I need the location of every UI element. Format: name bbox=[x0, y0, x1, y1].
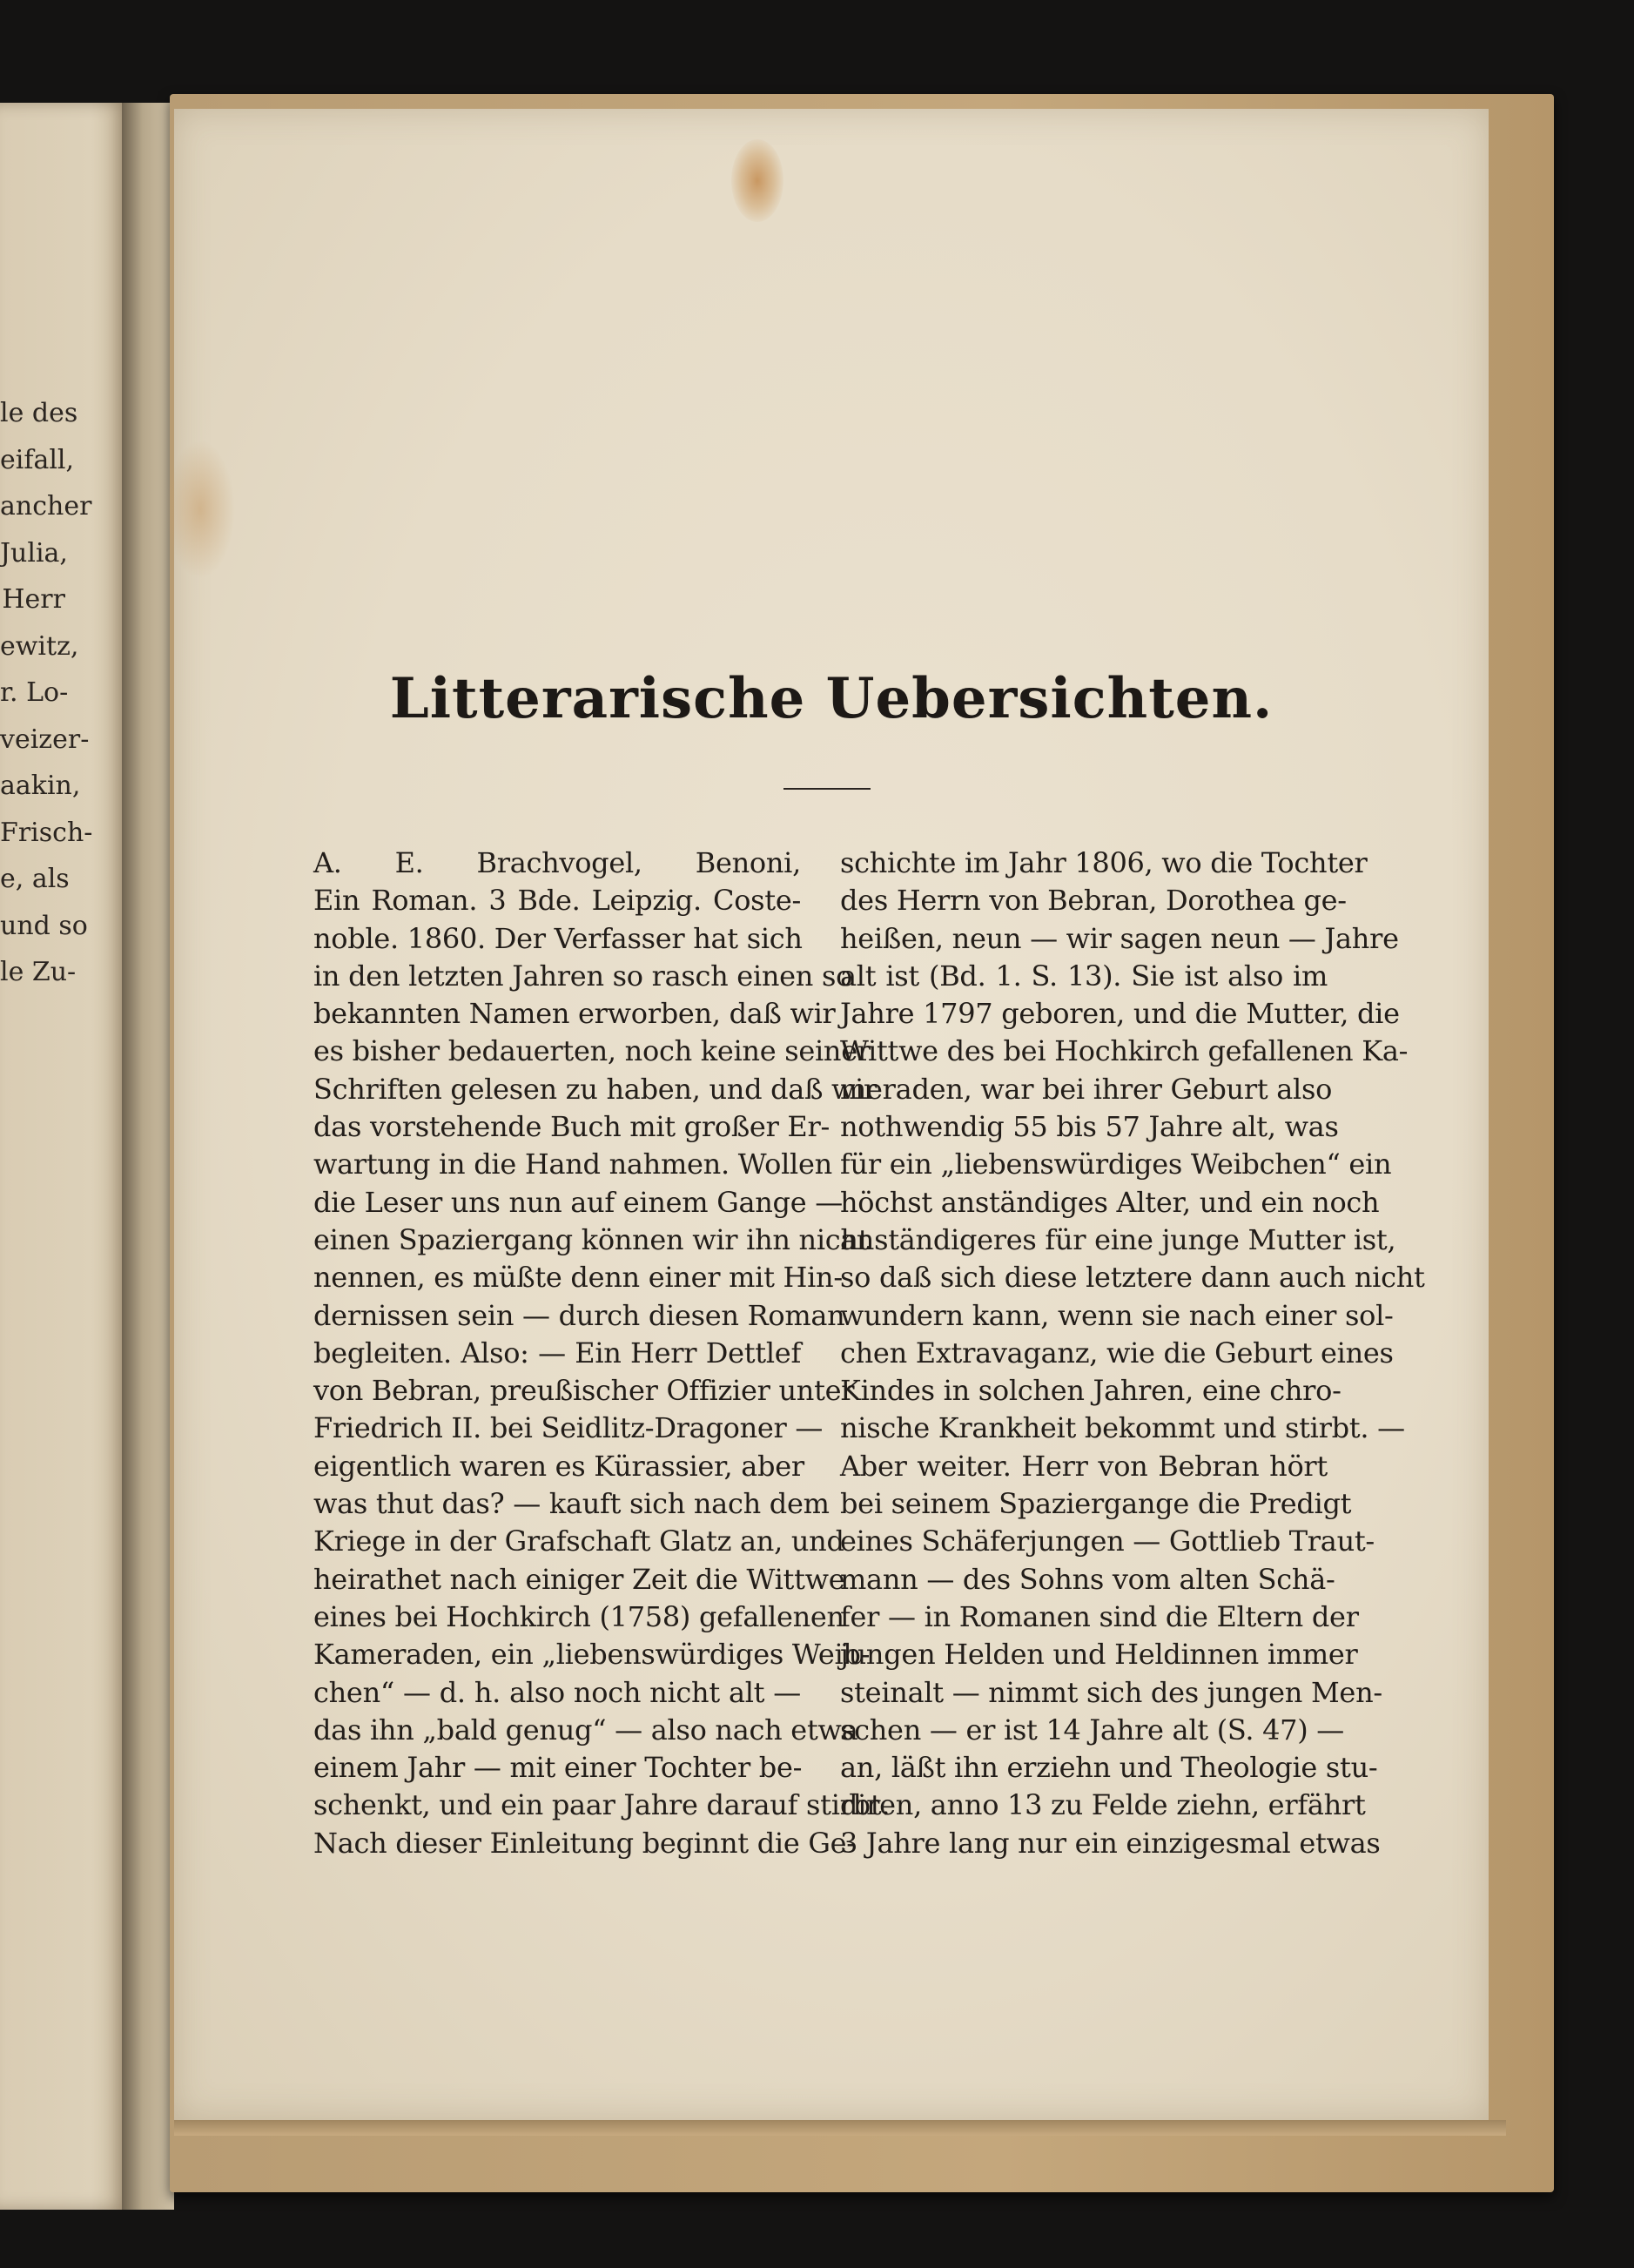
text-line: wartung in die Hand nahmen. Wollen bbox=[313, 1147, 832, 1181]
facing-page-line: und so bbox=[0, 910, 88, 941]
text-line: einen Spaziergang können wir ihn nicht bbox=[313, 1222, 870, 1256]
text-line: schenkt, und ein paar Jahre darauf stirbt. bbox=[313, 1788, 891, 1822]
text-line: Ein Roman. 3 Bde. Leipzig. Coste- bbox=[313, 884, 801, 918]
facing-page-left bbox=[0, 103, 131, 2210]
text-line: nothwendig 55 bis 57 Jahre alt, was bbox=[840, 1110, 1339, 1144]
text-line: 3 Jahre lang nur ein einzigesmal etwas bbox=[840, 1826, 1381, 1860]
text-line: das ihn „bald genug“ — also nach etwa bbox=[313, 1713, 858, 1746]
paper-stain bbox=[731, 139, 783, 222]
facing-page-line: le des bbox=[0, 398, 78, 428]
text-line: Nach dieser Einleitung beginnt die Ge- bbox=[313, 1826, 856, 1860]
facing-page-line: e, als bbox=[0, 864, 70, 894]
text-line: Kameraden, ein „liebenswürdiges Weib- bbox=[313, 1638, 871, 1672]
text-line: steinalt — nimmt sich des jungen Men- bbox=[840, 1675, 1382, 1709]
heading-divider bbox=[783, 788, 871, 790]
page-bottom-edge bbox=[174, 2120, 1506, 2136]
text-line: noble. 1860. Der Verfasser hat sich bbox=[313, 921, 803, 955]
text-line: diren, anno 13 zu Felde ziehn, erfährt bbox=[840, 1788, 1366, 1822]
facing-page-line: Frisch- bbox=[0, 817, 93, 848]
facing-page-line: eifall, bbox=[0, 444, 75, 475]
text-line: eines Schäferjungen — Gottlieb Traut- bbox=[840, 1524, 1375, 1558]
page-heading: Litterarische Uebersichten. bbox=[389, 666, 1274, 731]
text-line: chen Extravaganz, wie die Geburt eines bbox=[840, 1336, 1394, 1370]
text-line: meraden, war bei ihrer Geburt also bbox=[840, 1072, 1333, 1106]
text-line: dernissen sein — durch diesen Roman bbox=[313, 1298, 845, 1332]
document-page bbox=[174, 109, 1489, 2120]
text-line: Jahre 1797 geboren, und die Mutter, die bbox=[840, 997, 1400, 1031]
text-line: jungen Helden und Heldinnen immer bbox=[840, 1638, 1358, 1672]
text-line: Kindes in solchen Jahren, eine chro- bbox=[840, 1374, 1341, 1408]
text-column-left bbox=[313, 845, 891, 1862]
text-line: von Bebran, preußischer Offizier unter bbox=[313, 1374, 855, 1408]
text-line: die Leser uns nun auf einem Gange — bbox=[313, 1185, 843, 1219]
text-line: bekannten Namen erworben, daß wir bbox=[313, 997, 836, 1031]
text-line: nennen, es müßte denn einer mit Hin- bbox=[313, 1261, 843, 1295]
text-line: eines bei Hochkirch (1758) gefallenen bbox=[313, 1599, 844, 1633]
text-line: es bisher bedauerten, noch keine seiner bbox=[313, 1034, 871, 1068]
text-line: so daß sich diese letztere dann auch nicht bbox=[840, 1261, 1425, 1295]
text-line: chen“ — d. h. also noch nicht alt — bbox=[313, 1675, 801, 1709]
facing-page-line: ancher bbox=[0, 491, 92, 522]
text-column-right bbox=[840, 845, 1425, 1862]
text-line: alt ist (Bd. 1. S. 13). Sie ist also im bbox=[840, 959, 1328, 993]
text-line: einem Jahr — mit einer Tochter be- bbox=[313, 1751, 803, 1785]
text-line: Schriften gelesen zu haben, und daß wir bbox=[313, 1072, 878, 1106]
text-line: fer — in Romanen sind die Eltern der bbox=[840, 1599, 1359, 1633]
text-line: Friedrich II. bei Seidlitz-Dragoner — bbox=[313, 1411, 824, 1445]
text-line: Aber weiter. Herr von Bebran hört bbox=[840, 1449, 1328, 1483]
text-line: nische Krankheit bekommt und stirbt. — bbox=[840, 1411, 1405, 1445]
facing-page-line: Herr bbox=[2, 584, 65, 615]
facing-page-line: r. Lo- bbox=[0, 677, 69, 708]
text-line: A. E. Brachvogel, Benoni, bbox=[313, 846, 801, 879]
text-line: heißen, neun — wir sagen neun — Jahre bbox=[840, 921, 1399, 955]
text-line: des Herrn von Bebran, Dorothea ge- bbox=[840, 884, 1347, 918]
text-line: heirathet nach einiger Zeit die Wittwe bbox=[313, 1562, 845, 1596]
paper-stain bbox=[165, 440, 235, 579]
text-line: mann — des Sohns vom alten Schä- bbox=[840, 1562, 1335, 1596]
text-line: schichte im Jahr 1806, wo die Tochter bbox=[840, 846, 1368, 879]
facing-page-line: veizer- bbox=[0, 723, 90, 755]
facing-page-line: le Zu- bbox=[0, 957, 77, 987]
facing-page-line: aakin, bbox=[0, 771, 81, 801]
facing-page-text bbox=[0, 390, 93, 996]
text-line: bei seinem Spaziergange die Predigt bbox=[840, 1487, 1352, 1521]
text-line: anständigeres für eine junge Mutter ist, bbox=[840, 1222, 1396, 1256]
text-line: das vorstehende Buch mit großer Er- bbox=[313, 1110, 830, 1144]
text-line: Kriege in der Grafschaft Glatz an, und bbox=[313, 1524, 844, 1558]
text-line: was thut das? — kauft sich nach dem bbox=[313, 1487, 830, 1521]
text-line: wundern kann, wenn sie nach einer sol- bbox=[840, 1298, 1394, 1332]
text-line: schen — er ist 14 Jahre alt (S. 47) — bbox=[840, 1713, 1344, 1746]
text-line: in den letzten Jahren so rasch einen so bbox=[313, 959, 853, 993]
facing-page-line: ewitz, bbox=[0, 630, 79, 662]
text-line: begleiten. Also: — Ein Herr Dettlef bbox=[313, 1336, 801, 1370]
text-line: eigentlich waren es Kürassier, aber bbox=[313, 1449, 804, 1483]
text-line: Wittwe des bei Hochkirch gefallenen Ka- bbox=[840, 1034, 1409, 1068]
text-line: höchst anständiges Alter, und ein noch bbox=[840, 1185, 1380, 1219]
facing-page-line: Julia, bbox=[0, 537, 68, 569]
text-line: für ein „liebenswürdiges Weibchen“ ein bbox=[840, 1147, 1392, 1181]
text-line: an, läßt ihn erziehn und Theologie stu- bbox=[840, 1751, 1378, 1785]
book-gutter bbox=[122, 103, 174, 2210]
